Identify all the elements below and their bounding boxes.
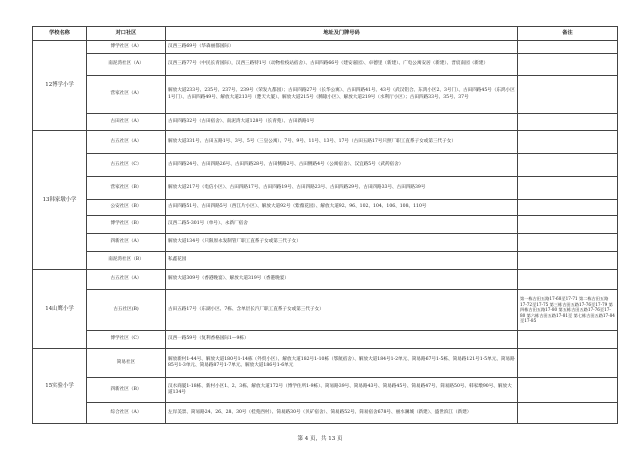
- table-row: [33, 76, 618, 114]
- school-name: 14山鹰小学: [33, 270, 87, 349]
- note-cell: [518, 378, 618, 403]
- address-cell: 古田四路32号（古田宿舍）、南泥湾大道128号（长青苑）、古田新路1号: [166, 114, 518, 131]
- table-row: [33, 270, 618, 290]
- note-cell: 第一栋古田五路17-68至17-71 第二栋古田五路17-72至17-75 第三栋古田五路17-76至17-79 第四栋古田五路17-80 第五栋古田五路17-76至17-80 第六栋古田五路17-81至 第七栋古田五路17-84至17-85: [518, 290, 618, 331]
- address-cell: 古田五路17号（东湖小区、7栋、含单层长汽厂职工直系子女或第三代子女）: [166, 290, 518, 331]
- community-cell: 南泥湾社区（A）: [87, 54, 166, 76]
- community-cell: 古五社区（A）: [87, 270, 166, 290]
- address-cell: 私鑫花园: [166, 252, 518, 270]
- header-community: 对口社区: [87, 27, 166, 41]
- school-name: 15实验小学: [33, 349, 87, 424]
- community-cell: 古五社区（C）: [87, 154, 166, 177]
- table-row: [33, 403, 618, 424]
- table-row: [33, 41, 618, 54]
- note-cell: [518, 41, 618, 54]
- table-header-row: [33, 27, 618, 41]
- note-cell: [518, 131, 618, 154]
- address-cell: 左岸美景、简易路24、26、28、30号（桂苑西村）、简易路30号（贝矿宿舍）、简易路52号、简易宿舍678号、丽水澜城（新建）、盛世滨江（新建）: [166, 403, 518, 424]
- note-cell: [518, 234, 618, 252]
- community-cell: 四新社区（B）: [87, 378, 166, 403]
- school-name: 13韩家墩小学: [33, 131, 87, 270]
- table-row: [33, 378, 618, 403]
- header-address: 地址及门牌号码: [166, 27, 518, 41]
- address-cell: 古田四路51号、古田四路5号（西江片小区）、解放大道92号（紫薇花园）、解放大道92、96、102、104、106、108、110号: [166, 200, 518, 216]
- table-row: [33, 234, 618, 252]
- community-cell: 古五社区（A）: [87, 131, 166, 154]
- note-cell: [518, 54, 618, 76]
- note-cell: [518, 216, 618, 234]
- address-cell: 解放大道331号、古田五路1号、3号、5号（三皇公寓）、7号、9号、11号、13号、17号（古田五路17号只照厂职工直系子女或第三代子女）: [166, 131, 518, 154]
- page-footer: 第 4 页，共 13 页: [297, 436, 343, 442]
- note-cell: [518, 114, 618, 131]
- note-cell: [518, 252, 618, 270]
- header-school: 学校名称: [33, 27, 87, 41]
- note-cell: [518, 403, 618, 424]
- address-cell: 汉西三路69号（华森丽都国际）: [166, 41, 518, 54]
- table-row: [33, 200, 618, 216]
- address-cell: 解放大道309号（香港晚宴）、解放大道319号（香港晚宴）: [166, 270, 518, 290]
- community-cell: 博学社区（C）: [87, 331, 166, 349]
- table-row: [33, 131, 618, 154]
- note-cell: [518, 76, 618, 114]
- community-cell: 综合社区（A）: [87, 403, 166, 424]
- community-cell: 古田社区（A）: [87, 114, 166, 131]
- note-cell: [518, 349, 618, 378]
- address-cell: 汉水商厦1-18栋、新村小区1、2、3栋、解放大道172号（博学住所1-9栋）、简易路39号、简易路43号、简易路45号、简易路47号、简易路50号、韩家墩90号、解放大道134号: [166, 378, 518, 403]
- note-cell: [518, 270, 618, 290]
- community-cell: 四新社区（A）: [87, 234, 166, 252]
- address-cell: 汉西二路5-301号（单号）、永新厂宿舍: [166, 216, 518, 234]
- community-cell: 南泥湾社区（B）: [87, 252, 166, 270]
- address-cell: 解放大道134号（只限原永发制管厂职工直系子女或第三代子女）: [166, 234, 518, 252]
- address-cell: 古田四路24号、古田四路26号、古田四路28号、古田侧路2号、古田侧路4号（公寓宿舍）、汉宜路5号（武药宿舍）: [166, 154, 518, 177]
- community-cell: 简易社区: [87, 349, 166, 378]
- table-row: [33, 54, 618, 76]
- community-cell: 博学社区（B）: [87, 216, 166, 234]
- community-cell: 公安社区（B）: [87, 200, 166, 216]
- table-row: [33, 216, 618, 234]
- note-cell: [518, 200, 618, 216]
- address-cell: 汉西三路77号（中民长青国际），汉西三路特1号（动物检疫站宿舍）、古田四路66号（建安嘉园）、卓德里（新建）、广电公寓安居（新建）、晋宸南园（新建）: [166, 54, 518, 76]
- address-cell: 解放大道217号（电信小区）、古田四路17号、古田四路19号、古田四路23号、古田四路29号、古田四路33号、古田四路39号: [166, 177, 518, 200]
- table-row: [33, 114, 618, 131]
- note-cell: [518, 177, 618, 200]
- table-row: [33, 177, 618, 200]
- address-cell: 解放新村1-44号、解放大道180号1-14栋（外贸小区）、解放大道182号1-10栋（鄂航宿舍）、解放大道184号1-2单元、简易路67号1-5栋、简易路121号1-5单元、简易路85号1-3单元、简易路87号1-7单元、解放大道186号1-6单元: [166, 349, 518, 378]
- table-row: [33, 290, 618, 331]
- school-district-table: [32, 26, 618, 424]
- note-cell: [518, 154, 618, 177]
- table-row: [33, 331, 618, 349]
- address-cell: 汉西一路59号（复利香格国际1—9栋）: [166, 331, 518, 349]
- table-row: [33, 349, 618, 378]
- school-name: 12博学小学: [33, 41, 87, 131]
- community-cell: 营家社区（B）: [87, 177, 166, 200]
- community-cell: 古五社区(B): [87, 290, 166, 331]
- header-note: 备注: [518, 27, 618, 41]
- table-row: [33, 252, 618, 270]
- address-cell: 解放大道233号、235号、237号、239号（荣发九都园）；古田四路27号（长华公寓）、古田四路41号、43号（武汉铝合、东鸿小区2、3号门）、古田四路45号（东鸿小区1号门）、古田四路49号、解放大道213号（楚天大厦）、解放大道215号（腾辕小区）、解放大道219号（水利厅小区）；古田四路33号、35号、37号: [166, 76, 518, 114]
- community-cell: 营家社区（A）: [87, 76, 166, 114]
- table-row: [33, 154, 618, 177]
- community-cell: 博学社区（A）: [87, 41, 166, 54]
- note-cell: [518, 331, 618, 349]
